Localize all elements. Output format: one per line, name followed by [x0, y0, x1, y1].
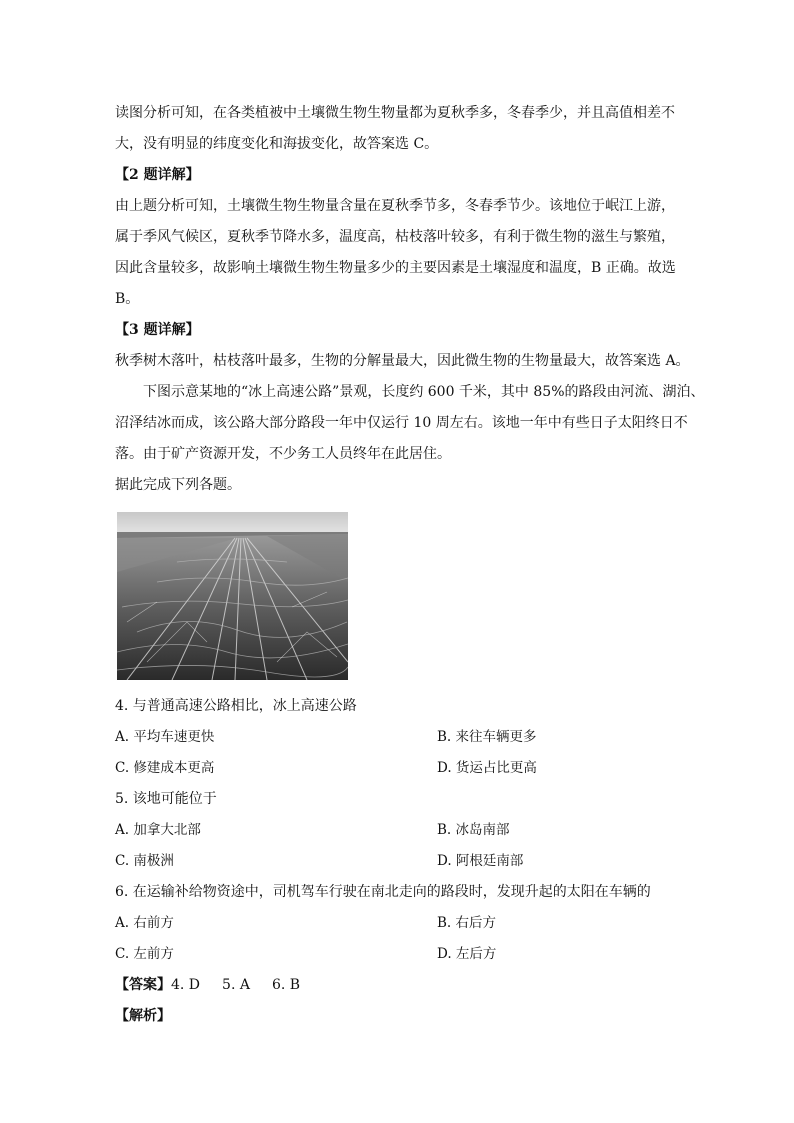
answer-item: 4. D: [171, 977, 201, 993]
paragraph-line: 沼泽结冰而成，该公路大部分路段一年中仅运行 10 周左右。该地一年中有些日子太阳终日不: [115, 415, 688, 431]
paragraph-line: 落。由于矿产资源开发，不少务工人员终年在此居住。: [115, 446, 451, 462]
paragraph-line: 据此完成下列各题。: [115, 477, 241, 493]
paragraph-line: B。: [115, 291, 140, 307]
paragraph-line: 由上题分析可知，土壤微生物生物量含量在夏秋季节多，冬春季节少。该地位于岷江上游，: [115, 198, 675, 214]
paragraph-line: 因此含量较多，故影响土壤微生物生物量多少的主要因素是土壤湿度和温度，B 正确。故选: [115, 260, 676, 276]
paragraph-line: 属于季风气候区，夏秋季节降水多，温度高，枯枝落叶较多，有利于微生物的滋生与繁殖，: [115, 229, 675, 245]
question-6-stem: 6. 在运输补给物资途中，司机驾车行驶在南北走向的路段时，发现升起的太阳在车辆的: [115, 884, 651, 900]
paragraph-line: 读图分析可知，在各类植被中土壤微生物生物量都为夏秋季多，冬春季少，并且高值相差不: [115, 105, 675, 121]
question-6-option-b: B. 右后方: [437, 915, 497, 931]
analysis-heading: 【解析】: [115, 1008, 171, 1024]
ice-road-photo: [117, 512, 348, 680]
question-4-option-d: D. 货运占比更高: [437, 760, 537, 776]
answer-label: 【答案】: [115, 977, 171, 993]
paragraph-line: 下图示意某地的“冰上高速公路”景观，长度约 600 千米，其中 85%的路段由河流、湖泊、: [143, 384, 705, 400]
question-4-option-b: B. 来往车辆更多: [437, 729, 537, 745]
question-5-option-a: A. 加拿大北部: [115, 822, 201, 838]
question-6-option-d: D. 左后方: [437, 946, 497, 962]
question-6-option-a: A. 右前方: [115, 915, 174, 931]
question-4-stem: 4. 与普通高速公路相比，冰上高速公路: [115, 698, 357, 714]
paragraph-line: 大，没有明显的纬度变化和海拔变化，故答案选 C。: [115, 136, 439, 152]
question-4-option-a: A. 平均车速更快: [115, 729, 215, 745]
question-6-option-c: C. 左前方: [115, 946, 174, 962]
section-heading: 【2 题详解】: [115, 167, 200, 183]
answer-line: [115, 975, 322, 995]
paragraph-line: 秋季树木落叶，枯枝落叶最多，生物的分解量最大，因此微生物的生物量最大，故答案选 A。: [115, 353, 690, 369]
question-4-option-c: C. 修建成本更高: [115, 760, 215, 776]
question-5-stem: 5. 该地可能位于: [115, 791, 217, 807]
answer-item: 6. B: [271, 977, 301, 993]
question-5-option-c: C. 南极洲: [115, 853, 174, 869]
question-5-option-b: B. 冰岛南部: [437, 822, 510, 838]
answer-item: 5. A: [222, 977, 250, 993]
question-5-option-d: D. 阿根廷南部: [437, 853, 524, 869]
section-heading: 【3 题详解】: [115, 322, 200, 338]
